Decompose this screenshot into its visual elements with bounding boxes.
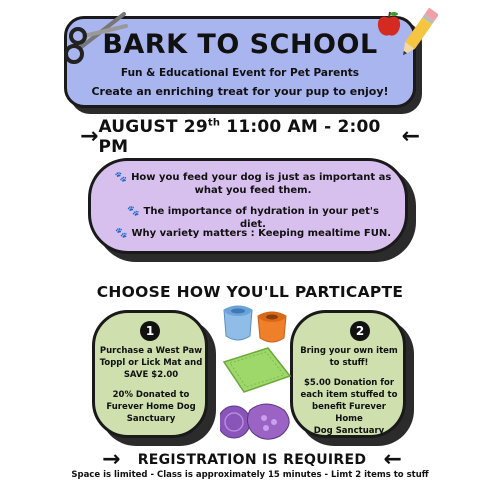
option1-box — [92, 310, 208, 438]
topic-item — [113, 171, 393, 184]
option2-line: to stuff! — [329, 358, 369, 368]
scissors-icon — [62, 8, 132, 68]
arrow-left-icon: ← — [401, 124, 420, 149]
event-tagline: Create an enriching treat for your pup to enjoy! — [91, 85, 389, 98]
option1-line: Furever Home Dog — [106, 402, 196, 412]
event-date: AUGUST 29 — [98, 117, 208, 137]
event-time: 11:00 AM - 2:00 PM — [98, 117, 381, 157]
option2-text — [297, 345, 401, 437]
event-subtitle: Fun & Educational Event for Pet Parents — [120, 67, 360, 79]
event-date-suffix: th — [207, 117, 221, 129]
registration-required: REGISTRATION IS REQUIRED — [137, 452, 367, 468]
lickmat-green-icon — [224, 348, 290, 392]
option1-number-badge: 1 — [140, 321, 160, 341]
option2-spacer — [297, 369, 401, 377]
pencil-icon — [398, 6, 438, 62]
paw-icon: 🐾 — [114, 228, 128, 239]
event-title: BARK TO SCHOOL — [102, 29, 378, 60]
topic-item — [113, 227, 393, 240]
registration-line — [102, 447, 402, 472]
footer-note: Space is limited - Class is approximately 15 minutes - Limt 2 items to stuff — [71, 470, 429, 480]
option2-box — [290, 310, 406, 438]
event-date-line — [80, 117, 420, 157]
option2-line: each item stuffed to — [300, 390, 398, 400]
topic-text: The importance of hydration in your pet's diet. — [143, 206, 379, 230]
option2-line: Bring your own item — [300, 346, 398, 356]
option1-line: 20% Donated to — [112, 390, 190, 400]
option2-line: benefit Furever Home — [312, 402, 386, 424]
arrow-left-icon: ← — [383, 447, 402, 472]
option1-line: Sanctuary — [126, 414, 176, 424]
topic-text: Why variety matters : Keeping mealtime FUN. — [131, 228, 392, 239]
topic-text: How you feed your dog is just as important as — [131, 172, 392, 183]
lickmat-purple-icon — [220, 404, 289, 439]
option1-spacer — [99, 381, 203, 389]
product-images — [220, 302, 300, 452]
option1-text — [99, 345, 203, 425]
toppl-blue-icon — [224, 306, 252, 340]
option2-number-badge: 2 — [350, 321, 370, 341]
option2-line: Dog Sanctuary — [313, 426, 385, 436]
toppl-orange-icon — [258, 312, 286, 342]
arrow-right-icon: → — [102, 447, 121, 472]
option1-line: Purchase a West Paw — [99, 346, 203, 356]
option1-line: Toppl or Lick Mat and — [99, 358, 203, 368]
option2-line: $5.00 Donation for — [303, 378, 395, 388]
topics-box — [88, 158, 408, 254]
topic-text: what you feed them. — [194, 185, 312, 196]
choose-heading: CHOOSE HOW YOU'LL PARTICAPTE — [96, 283, 404, 301]
event-date-time — [98, 117, 401, 157]
topic-item-continued — [113, 184, 393, 197]
paw-icon: 🐾 — [114, 172, 128, 183]
paw-icon: 🐾 — [127, 206, 140, 217]
arrow-right-icon: → — [80, 124, 99, 149]
option1-line: SAVE $2.00 — [123, 370, 179, 380]
